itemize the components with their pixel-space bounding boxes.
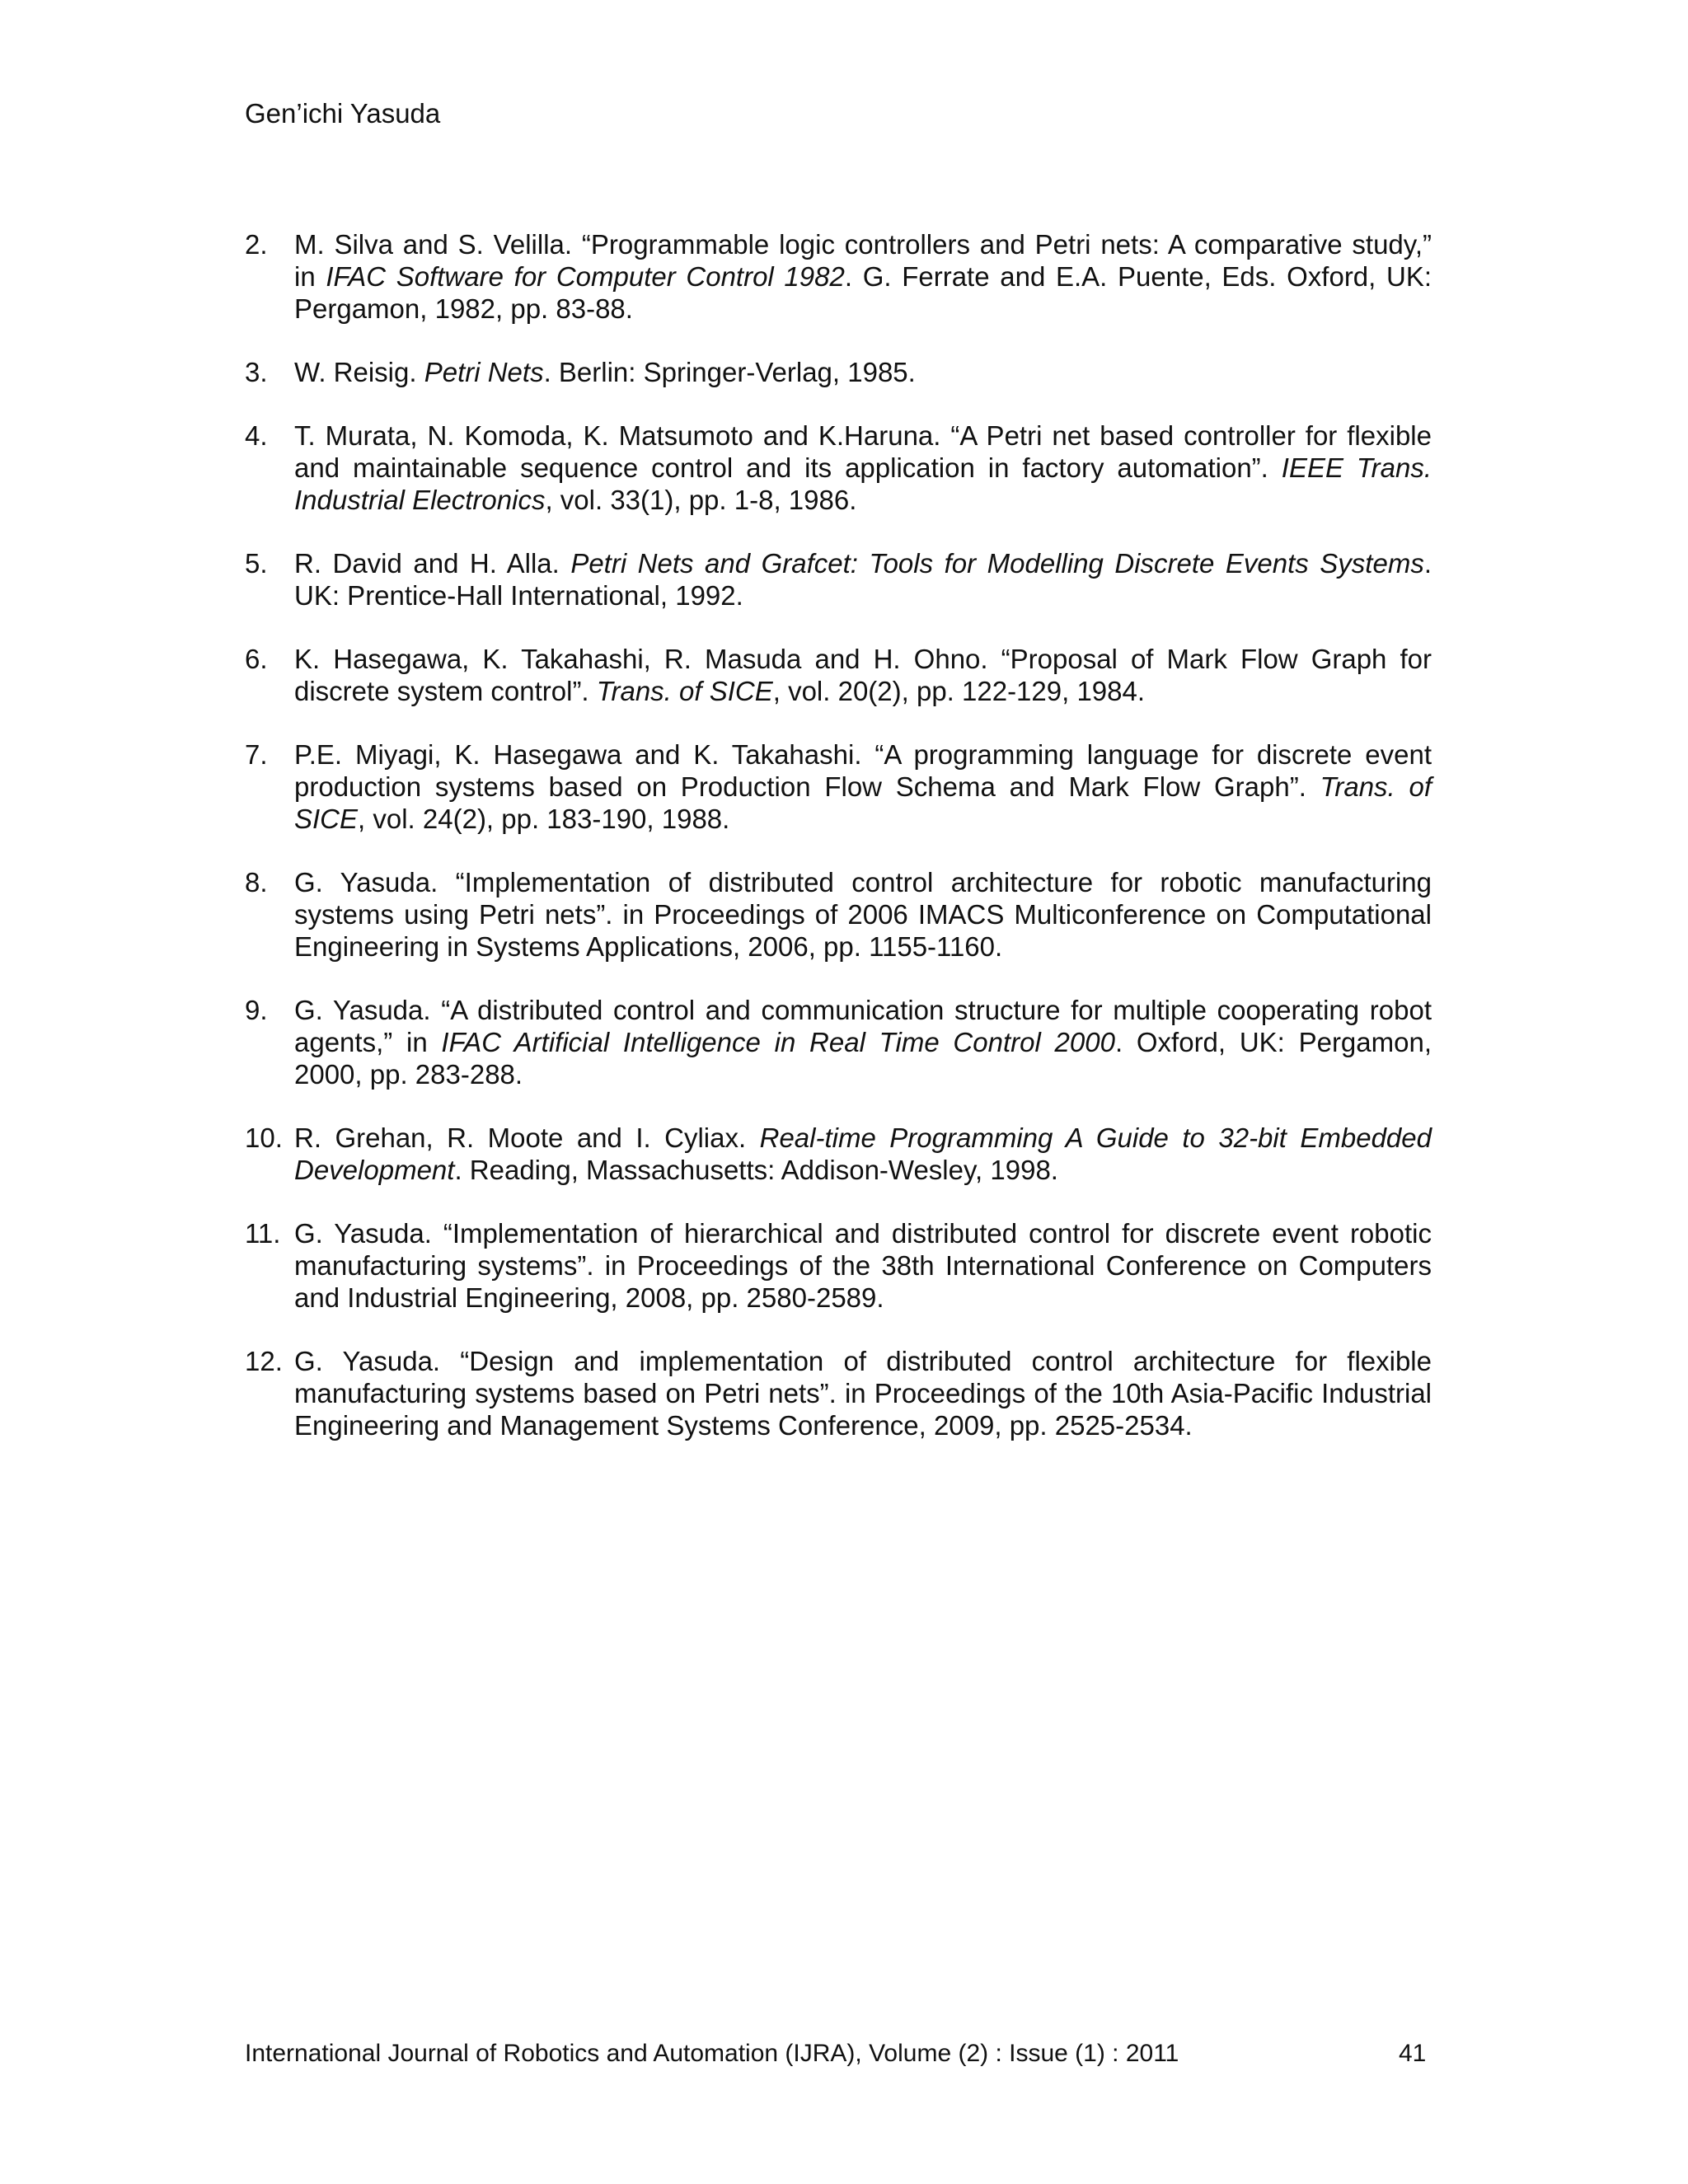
reference-text	[294, 548, 1432, 611]
reference-list	[245, 228, 1432, 1473]
reference-text-segment: , vol. 20(2), pp. 122-129, 1984.	[772, 676, 1146, 706]
reference-title-italic: Trans. of SICE	[294, 771, 1432, 834]
reference-text-segment: R. David and H. Alla.	[294, 548, 571, 579]
reference-title-italic: Petri Nets	[424, 357, 544, 387]
reference-text-segment: P.E. Miyagi, K. Hasegawa and K. Takahashi. “A programming language for discrete event production systems based on Production Flow Schema and Mark Flow Graph”.	[294, 739, 1432, 802]
reference-item	[245, 866, 1432, 963]
reference-text	[294, 739, 1432, 834]
reference-text	[294, 644, 1432, 706]
page-number: 41	[1399, 2040, 1427, 2067]
reference-text	[294, 1218, 1432, 1313]
reference-title-italic: IEEE Trans. Industrial Electronics	[294, 452, 1432, 515]
reference-text	[294, 867, 1432, 962]
reference-item	[245, 1122, 1432, 1186]
reference-number: 9.	[245, 995, 268, 1025]
reference-text-segment: W. Reisig.	[294, 357, 424, 387]
reference-item	[245, 419, 1432, 516]
reference-text-segment: R. Grehan, R. Moote and I. Cyliax.	[294, 1122, 760, 1153]
reference-title-italic: Trans. of SICE	[596, 676, 773, 706]
reference-title-italic: Petri Nets and Grafcet: Tools for Modelling Discrete Events Systems	[570, 548, 1424, 579]
reference-text	[294, 357, 916, 387]
reference-text-segment: T. Murata, N. Komoda, K. Matsumoto and K.Haruna. “A Petri net based controller for flexible and maintainable sequence control and its application in factory automation”.	[294, 420, 1432, 483]
reference-item	[245, 643, 1432, 707]
reference-text-segment: . Reading, Massachusetts: Addison-Wesley, 1998.	[454, 1155, 1058, 1185]
reference-text	[294, 995, 1432, 1090]
reference-text-segment: G. Yasuda. “Implementation of distributed control architecture for robotic manufacturing systems using Petri nets”. in Proceedings of 2006 IMACS Multiconference on Computational Engineering in Systems Applications, 2006, pp. 1155-1160.	[294, 867, 1432, 962]
reference-text-segment: . Berlin: Springer-Verlag, 1985.	[543, 357, 916, 387]
reference-number: 10.	[245, 1122, 283, 1153]
reference-number: 8.	[245, 867, 268, 898]
reference-text-segment: , vol. 24(2), pp. 183-190, 1988.	[358, 804, 730, 834]
reference-item	[245, 738, 1432, 835]
reference-number: 12.	[245, 1346, 283, 1376]
reference-text	[294, 420, 1432, 515]
reference-title-italic: Real-time Programming A Guide to 32-bit Embedded Development	[294, 1122, 1432, 1185]
reference-text-segment: G. Yasuda. “Implementation of hierarchical and distributed control for discrete event robotic manufacturing systems”. in Proceedings of the 38th International Conference on Computers and Industrial Engineering, 2008, pp. 2580-2589.	[294, 1218, 1432, 1313]
reference-item	[245, 547, 1432, 612]
reference-text-segment: . Oxford, UK: Pergamon, 2000, pp. 283-288.	[294, 1027, 1432, 1090]
reference-number: 3.	[245, 357, 268, 387]
reference-text	[294, 229, 1432, 324]
reference-number: 5.	[245, 548, 268, 579]
reference-title-italic: IFAC Software for Computer Control 1982	[326, 261, 845, 292]
reference-text-segment: K. Hasegawa, K. Takahashi, R. Masuda and H. Ohno. “Proposal of Mark Flow Graph for discrete system control”.	[294, 644, 1432, 706]
reference-number: 7.	[245, 739, 268, 770]
reference-text-segment: , vol. 33(1), pp. 1-8, 1986.	[545, 485, 857, 515]
footer-journal-citation: International Journal of Robotics and Automation (IJRA), Volume (2) : Issue (1) : 2011	[245, 2040, 1179, 2067]
reference-title-italic: IFAC Artificial Intelligence in Real Time Control 2000	[441, 1027, 1115, 1057]
reference-text	[294, 1122, 1432, 1185]
reference-item	[245, 1345, 1432, 1441]
reference-item	[245, 356, 1432, 388]
running-head-author: Gen’ichi Yasuda	[245, 98, 441, 129]
reference-text-segment: . G. Ferrate and E.A. Puente, Eds. Oxford, UK: Pergamon, 1982, pp. 83-88.	[294, 261, 1432, 324]
reference-number: 2.	[245, 229, 268, 260]
reference-item	[245, 228, 1432, 325]
reference-number: 4.	[245, 420, 268, 451]
reference-text	[294, 1346, 1432, 1441]
reference-number: 11.	[245, 1218, 281, 1249]
reference-item	[245, 1217, 1432, 1314]
reference-text-segment: G. Yasuda. “A distributed control and communication structure for multiple cooperating robot agents,” in	[294, 995, 1432, 1057]
reference-text-segment: M. Silva and S. Velilla. “Programmable logic controllers and Petri nets: A comparative study,” in	[294, 229, 1432, 292]
reference-text-segment: . UK: Prentice-Hall International, 1992.	[294, 548, 1432, 611]
reference-item	[245, 994, 1432, 1090]
reference-number: 6.	[245, 644, 268, 674]
reference-text-segment: G. Yasuda. “Design and implementation of distributed control architecture for flexible manufacturing systems based on Petri nets”. in Proceedings of the 10th Asia-Pacific Industrial Engineering and Management Systems Conference, 2009, pp. 2525-2534.	[294, 1346, 1432, 1441]
